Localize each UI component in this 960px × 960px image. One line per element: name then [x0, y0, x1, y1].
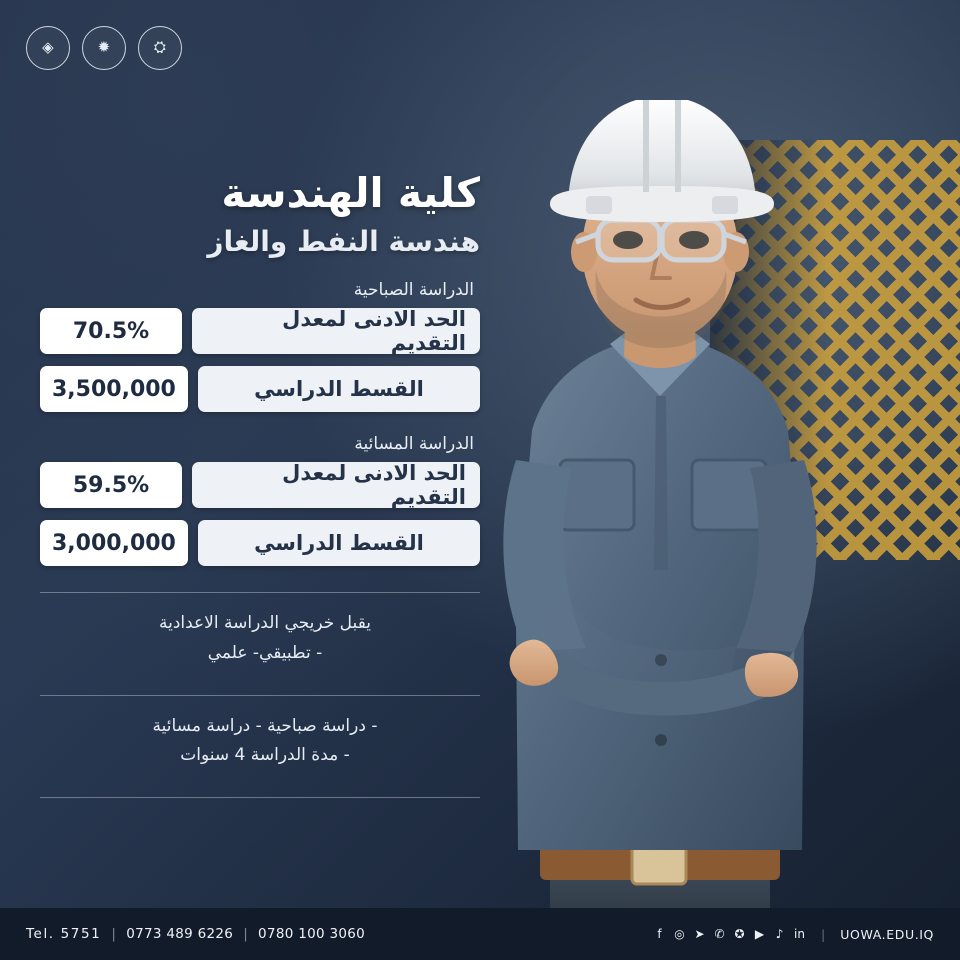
ministry-logo [82, 26, 126, 70]
section-label-evening: الدراسة المسائية [354, 434, 474, 455]
poster-content [40, 170, 480, 814]
divider-middle [40, 695, 480, 696]
section-label-morning: الدراسة الصباحية [353, 280, 474, 301]
row-value-tuition-morning: 3,500,000 [40, 366, 188, 412]
row-value-min-average-morning: 70.5% [40, 308, 182, 354]
messenger-icon[interactable]: ✆ [714, 927, 725, 941]
note-line-1: يقبل خريجي الدراسة الاعدادية [158, 613, 372, 634]
page-title: كلية الهندسة [221, 169, 480, 217]
row-value-min-average-evening: 59.5% [40, 462, 182, 508]
youtube-icon[interactable]: ▶ [754, 927, 765, 941]
row-label-min-average-evening: الحد الادنى لمعدل التقديم [192, 462, 480, 508]
separator-3: | [821, 926, 826, 942]
page-subtitle: هندسة النفط والغاز [207, 225, 480, 259]
study-notes [40, 712, 480, 772]
note-line-4: - مدة الدراسة 4 سنوات [180, 745, 350, 766]
whatsapp-icon[interactable]: ✪ [734, 927, 745, 941]
university-logo-glyph: ⛭ [153, 38, 167, 57]
note-line-3: - دراسة صباحية - دراسة مسائية [152, 715, 378, 736]
divider-top [40, 592, 480, 593]
row-value-tuition-evening: 3,000,000 [40, 520, 188, 566]
university-logo [138, 26, 182, 70]
tel-label: Tel. 5751 [26, 926, 102, 942]
facebook-icon[interactable]: f [657, 927, 662, 941]
logo-row [26, 26, 182, 70]
phone-number-2: 0780 100 3060 [258, 926, 366, 942]
table-row [40, 366, 480, 412]
table-row [40, 520, 480, 566]
separator-2: | [243, 926, 249, 942]
college-logo [26, 26, 70, 70]
admission-notes [40, 609, 480, 669]
row-label-tuition-evening: القسط الدراسي [198, 520, 480, 566]
phone-number-1: 0773 489 6226 [126, 926, 234, 942]
college-logo-glyph: ◈ [42, 38, 54, 57]
ministry-logo-glyph: ✹ [97, 38, 111, 57]
social-links [653, 927, 934, 942]
instagram-icon[interactable]: ◎ [674, 927, 685, 941]
contact-numbers [26, 926, 365, 942]
row-label-tuition-morning: القسط الدراسي [198, 366, 480, 412]
telegram-icon[interactable]: ➤ [694, 927, 705, 941]
website-url[interactable]: UOWA.EDU.IQ [840, 926, 934, 942]
tiktok-icon[interactable]: ♪ [775, 927, 784, 941]
divider-bottom [40, 797, 480, 798]
footer-bar [0, 908, 960, 960]
linkedin-icon[interactable]: in [794, 927, 805, 941]
row-label-min-average-morning: الحد الادنى لمعدل التقديم [192, 308, 480, 354]
note-line-2: - تطبيقي- علمي [207, 642, 323, 663]
separator-1: | [111, 926, 117, 942]
table-row [40, 308, 480, 354]
table-row [40, 462, 480, 508]
